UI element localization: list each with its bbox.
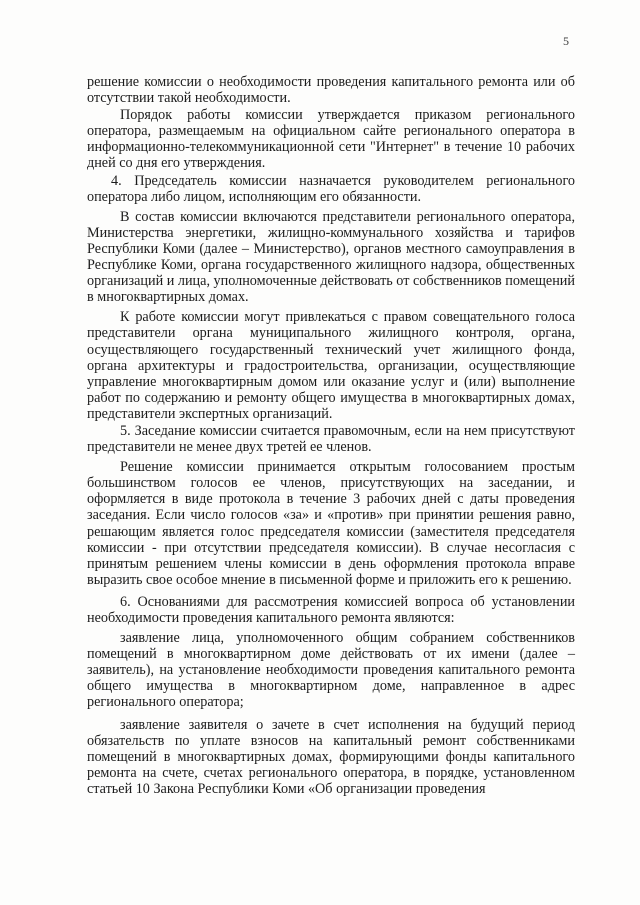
paragraph-offset-statement: заявление заявителя о зачете в счет исполнения на будущий период обязательств по уплате взносов на капитальный ремонт собственниками помещений в многоквартирных домах, формирующими фонды капитального ремонта на счете, счетах регионального оператора, в порядке, установленном статьей 10 Закона Республики Коми «Об организации проведения [87, 716, 575, 797]
paragraph-item-4-chairman: 4. Председатель комиссии назначается руководителем регионального оператора либо лицом, исполняющим его обязанности. [87, 172, 575, 205]
paragraph-item-6-grounds: 6. Основаниями для рассмотрения комиссией вопроса об установлении необходимости проведения капитального ремонта являются: [87, 593, 575, 626]
paragraph-decision-continuation: решение комиссии о необходимости проведения капитального ремонта или об отсутствии такой необходимости. [87, 74, 575, 107]
paragraph-decision-voting: Решение комиссии принимается открытым голосованием простым большинством голосов ее членов, присутствующих на заседании, и оформляется в виде протокола в течение 3 рабочих дней с даты проведения заседания. Если число голосов «за» и «против» при принятии решения равно, решающим является голос председателя комиссии (заместителя председателя комиссии - при отсутствии председателя комиссии). В случае несогласия с принятым решением члены комиссии в день оформления протокола вправе выразить свое особое мнение в письменной форме и приложить его к решению. [87, 459, 575, 588]
document-body [87, 74, 575, 797]
page-number: 5 [563, 34, 569, 48]
paragraph-item-5-quorum: 5. Заседание комиссии считается правомочным, если на нем присутствуют представители не менее двух третей ее членов. [87, 422, 575, 456]
paragraph-advisory-participants: К работе комиссии могут привлекаться с правом совещательного голоса представители органа муниципального жилищного контроля, органа, осуществляющего государственный технический учет жилищного фонда, органа архитектуры и градостроительства, организации, осуществляющие управление многоквартирным домом или оказание услуг и (или) выполнение работ по содержанию и ремонту общего имущества в многоквартирных домах, представители экспертных организаций. [87, 309, 575, 422]
paragraph-commission-composition: В состав комиссии включаются представители регионального оператора, Министерства энергетики, жилищно-коммунального хозяйства и тарифов Республики Коми (далее – Министерство), органов местного самоуправления в Республике Коми, органа государственного жилищного надзора, общественных организаций и лица, уполномоченные действовать от собственников помещений в многоквартирных домах. [87, 208, 575, 306]
paragraph-applicant-statement: заявление лица, уполномоченного общим собранием собственников помещений в многоквартирном доме действовать от их имени (далее – заявитель), на установление необходимости проведения капитального ремонта общего имущества в многоквартирном доме, направленное в адрес регионального оператора; [87, 630, 575, 711]
paragraph-work-procedure: Порядок работы комиссии утверждается приказом регионального оператора, размещаемым на официальном сайте регионального оператора в информационно-телекоммуникационной сети "Интернет" в течение 10 рабочих дней со дня его утверждения. [87, 107, 575, 172]
